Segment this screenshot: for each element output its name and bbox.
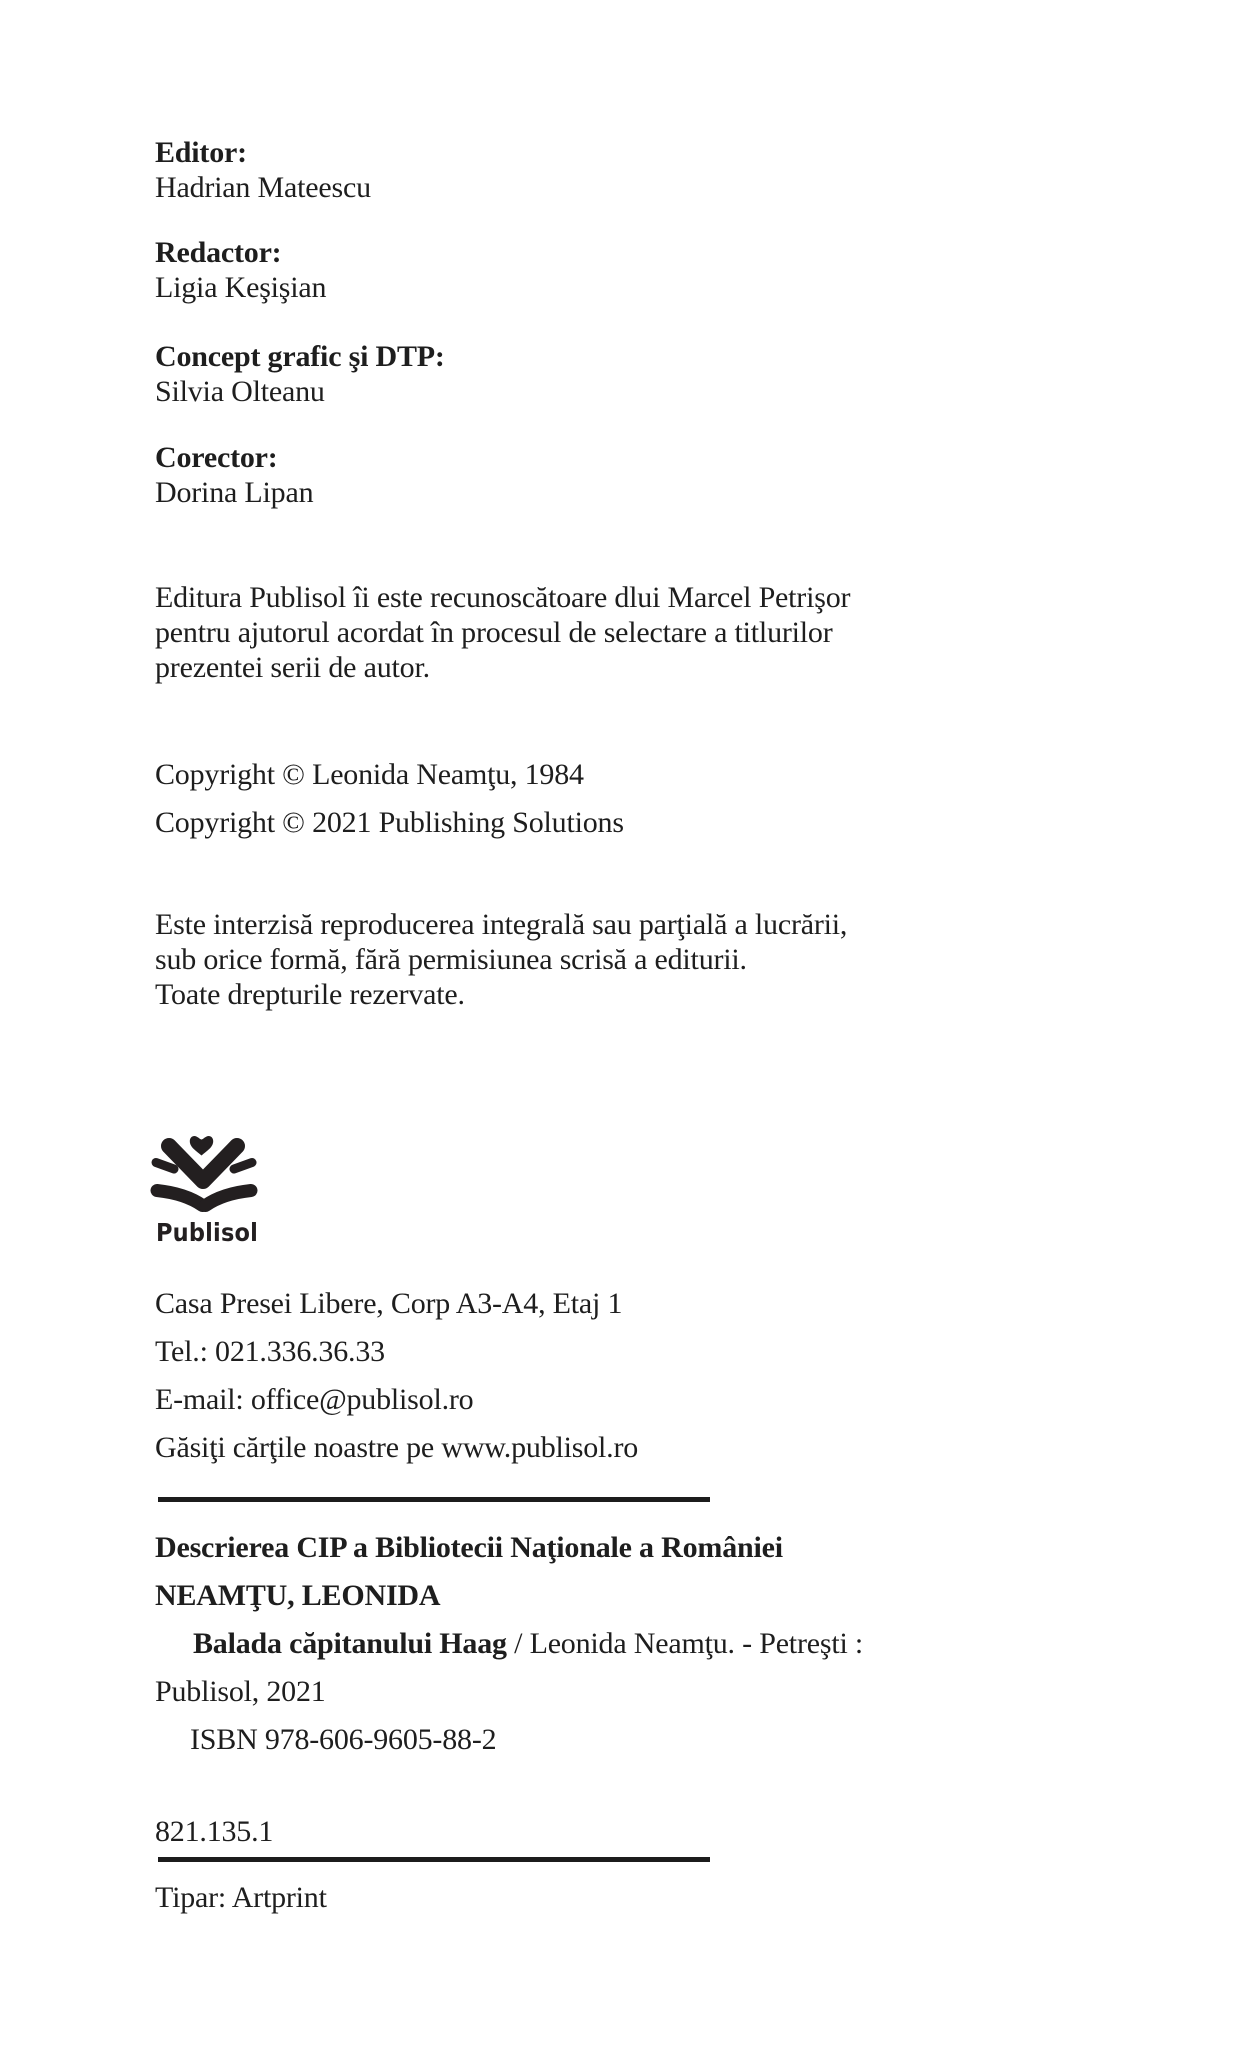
credit-name: Dorina Lipan <box>155 476 314 509</box>
contact-address: Casa Presei Libere, Corp A3-A4, Etaj 1 <box>155 1287 623 1320</box>
credit-name: Hadrian Mateescu <box>155 171 371 204</box>
credit-block-dtp <box>155 339 445 409</box>
cip-udc-code: 821.135.1 <box>155 1815 274 1848</box>
divider <box>158 1497 710 1502</box>
contact-website: Găsiţi cărţile noastre pe www.publisol.ro <box>155 1431 639 1464</box>
publisol-logo-icon <box>150 1130 258 1214</box>
rights-line: Toate drepturile rezervate. <box>155 978 465 1011</box>
credit-name: Ligia Keşişian <box>155 271 327 304</box>
copyright-line-1984: Copyright © Leonida Neamţu, 1984 <box>155 758 584 791</box>
cip-block <box>155 1524 863 1764</box>
divider <box>158 1857 710 1862</box>
acknowledgement-line: prezentei serii de autor. <box>155 651 430 684</box>
contact-phone: Tel.: 021.336.36.33 <box>155 1335 385 1368</box>
credit-role: Corector: <box>155 441 278 474</box>
credit-role: Concept grafic şi DTP: <box>155 340 445 373</box>
credit-block-editor <box>155 135 371 205</box>
publisher-logo-wordmark: Publisol <box>156 1218 259 1247</box>
acknowledgement-line: pentru ajutorul acordat în procesul de selectare a titlurilor <box>155 616 833 649</box>
cip-heading: Descrierea CIP a Bibliotecii Naţionale a României <box>155 1531 783 1564</box>
cip-publisher-line: Publisol, 2021 <box>155 1675 326 1708</box>
cip-author: NEAMŢU, LEONIDA <box>155 1579 441 1612</box>
credit-block-redactor <box>155 235 326 305</box>
credit-role: Redactor: <box>155 236 282 269</box>
publisher-logo <box>150 1130 269 1246</box>
credit-name: Silvia Olteanu <box>155 375 325 408</box>
acknowledgement-line: Editura Publisol îi este recunoscătoare dlui Marcel Petrişor <box>155 581 851 614</box>
cip-title-line <box>155 1620 863 1668</box>
rights-line: Este interzisă reproducerea integrală sau parţială a lucrării, <box>155 908 848 941</box>
cip-title-rest: / Leonida Neamţu. - Petreşti : <box>506 1627 864 1660</box>
acknowledgement-paragraph <box>155 580 850 685</box>
printer-line: Tipar: Artprint <box>155 1881 327 1914</box>
credit-role: Editor: <box>155 136 247 169</box>
credit-block-corector <box>155 440 313 510</box>
rights-notice <box>155 907 847 1012</box>
contact-block <box>155 1280 638 1472</box>
copyright-line-2021: Copyright © 2021 Publishing Solutions <box>155 806 624 839</box>
heart-icon <box>190 1136 213 1155</box>
cip-isbn-line: ISBN 978-606-9605-88-2 <box>190 1723 497 1756</box>
rights-line: sub orice formă, fără permisiunea scrisă a editurii. <box>155 943 747 976</box>
contact-email: E-mail: office@publisol.ro <box>155 1383 474 1416</box>
cip-book-title: Balada căpitanului Haag <box>193 1627 507 1660</box>
